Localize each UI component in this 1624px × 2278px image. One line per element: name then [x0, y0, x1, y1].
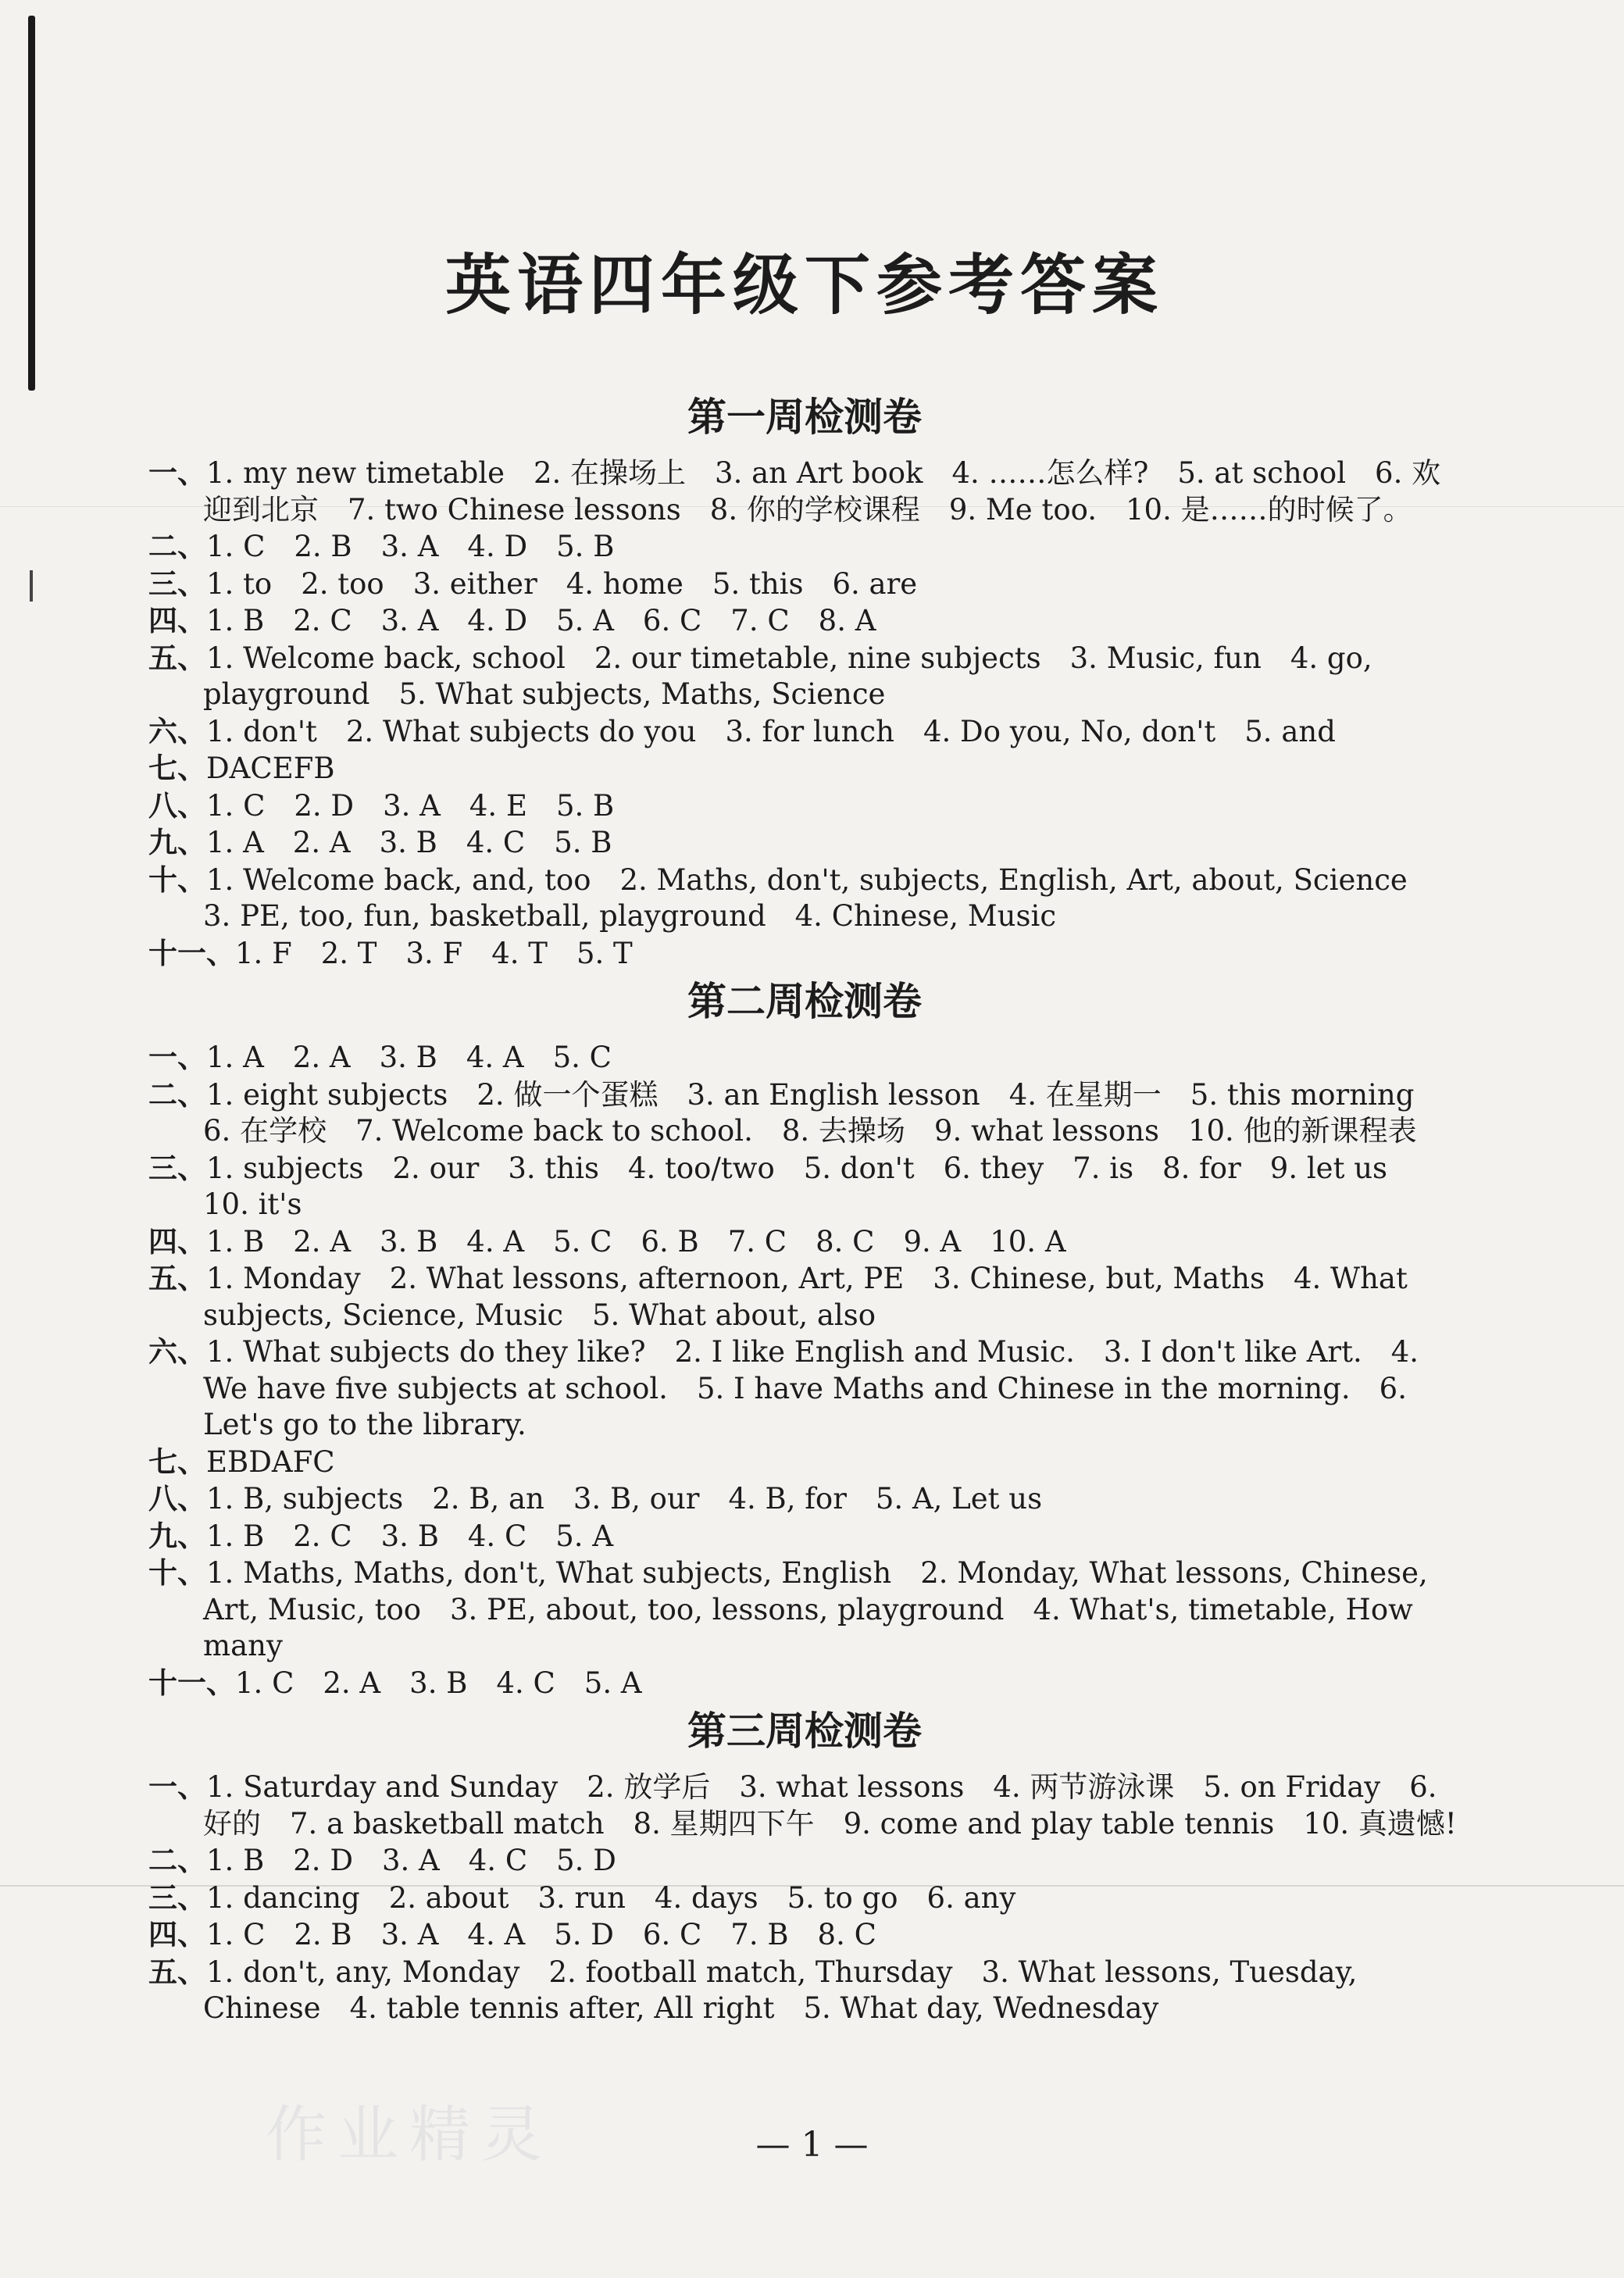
- question-line: 十、1. Maths, Maths, don't, What subjects, English 2. Monday, What lessons, Chinese, Art, Music, too 3. PE, about, too, lessons, playground 4. What's, timetable, How many: [148, 1555, 1437, 1662]
- question-line: 四、1. B 2. A 3. B 4. A 5. C 6. B 7. C 8. C 9. A 10. A: [148, 1223, 1066, 1259]
- question-line: 五、1. Welcome back, school 2. our timetable, nine subjects 3. Music, fun 4. go, playground 5. What subjects, Maths, Science: [148, 640, 1382, 711]
- page-number: — 1 —: [755, 2125, 869, 2165]
- scan-edge-mark: [28, 16, 35, 391]
- week-section: [148, 975, 1461, 1701]
- question-line: 十一、1. C 2. A 3. B 4. C 5. A: [148, 1665, 642, 1700]
- question-line: 八、1. B, subjects 2. B, an 3. B, our 4. B, for 5. A, Let us: [148, 1481, 1043, 1516]
- week-section: [148, 1705, 1461, 2027]
- question-line: 七、DACEFB: [148, 751, 335, 785]
- page-title: 英语四年级下参考答案: [444, 247, 1164, 323]
- question-line: 三、1. to 2. too 3. either 4. home 5. this 6. are: [148, 566, 918, 601]
- question-line: 二、1. C 2. B 3. A 4. D 5. B: [148, 529, 615, 563]
- question-line: 九、1. A 2. A 3. B 4. C 5. B: [148, 825, 612, 859]
- question-line: 十、1. Welcome back, and, too 2. Maths, don't, subjects, English, Art, about, Science 3. PE, too, fun, basketball, playground 4. Chinese, Music: [148, 862, 1437, 933]
- watermark: 作业精灵: [266, 2100, 554, 2170]
- question-line: 一、1. A 2. A 3. B 4. A 5. C: [148, 1040, 612, 1074]
- question-line: 五、1. Monday 2. What lessons, afternoon, Art, PE 3. Chinese, but, Maths 4. What subjects, Science, Music 5. What about, also: [148, 1261, 1417, 1332]
- question-line: 七、EBDAFC: [148, 1444, 335, 1479]
- question-line: 二、1. B 2. D 3. A 4. C 5. D: [148, 1843, 616, 1877]
- week-heading: 第三周检测卷: [687, 1708, 922, 1754]
- question-line: 一、1. Saturday and Sunday 2. 放学后 3. what lessons 4. 两节游泳课 5. on Friday 6. 好的 7. a basketball match 8. 星期四下午 9. come and play table tennis 10. 真遗憾!: [148, 1769, 1457, 1841]
- question-line: 十一、1. F 2. T 3. F 4. T 5. T: [148, 935, 633, 970]
- question-line: 六、1. What subjects do they like? 2. I like English and Music. 3. I don't like Art. 4. We have five subjects at school. 5. I have Maths and Chinese in the morning. 6. Let's go to the library.: [148, 1334, 1428, 1441]
- question-line: 三、1. dancing 2. about 3. run 4. days 5. to go 6. any: [148, 1880, 1016, 1915]
- question-line: 六、1. don't 2. What subjects do you 3. for lunch 4. Do you, No, don't 5. and: [148, 713, 1336, 748]
- question-line: 二、1. eight subjects 2. 做一个蛋糕 3. an English lesson 4. 在星期一 5. this morning 6. 在学校 7. Welcome back to school. 8. 去操场 9. what lessons 10. 他的新课程表: [148, 1077, 1444, 1148]
- answer-key-body: [148, 242, 1461, 2027]
- question-line: 五、1. don't, any, Monday 2. football match, Thursday 3. What lessons, Tuesday, Chinese 4. table tennis after, All right 5. What day, Wednesday: [148, 1954, 1367, 2025]
- week-heading: 第二周检测卷: [687, 979, 922, 1024]
- question-line: 四、1. B 2. C 3. A 4. D 5. A 6. C 7. C 8. A: [148, 603, 876, 637]
- question-line: 八、1. C 2. D 3. A 4. E 5. B: [148, 787, 615, 823]
- week-heading: 第一周检测卷: [687, 395, 922, 440]
- question-line: 四、1. C 2. B 3. A 4. A 5. D 6. C 7. B 8. C: [148, 1917, 876, 1951]
- week-section: [148, 391, 1461, 972]
- question-line: 九、1. B 2. C 3. B 4. C 5. A: [148, 1518, 614, 1553]
- scan-edge-mark-small: [30, 570, 33, 602]
- question-line: 一、1. my new timetable 2. 在操场上 3. an Art book 4. ……怎么样? 5. at school 6. 欢迎到北京 7. two Chinese lessons 8. 你的学校课程 9. Me too. 10. 是……的时候了。: [148, 455, 1441, 527]
- question-line: 三、1. subjects 2. our 3. this 4. too/two 5. don't 6. they 7. is 8. for 9. let us 10. it's: [148, 1150, 1417, 1221]
